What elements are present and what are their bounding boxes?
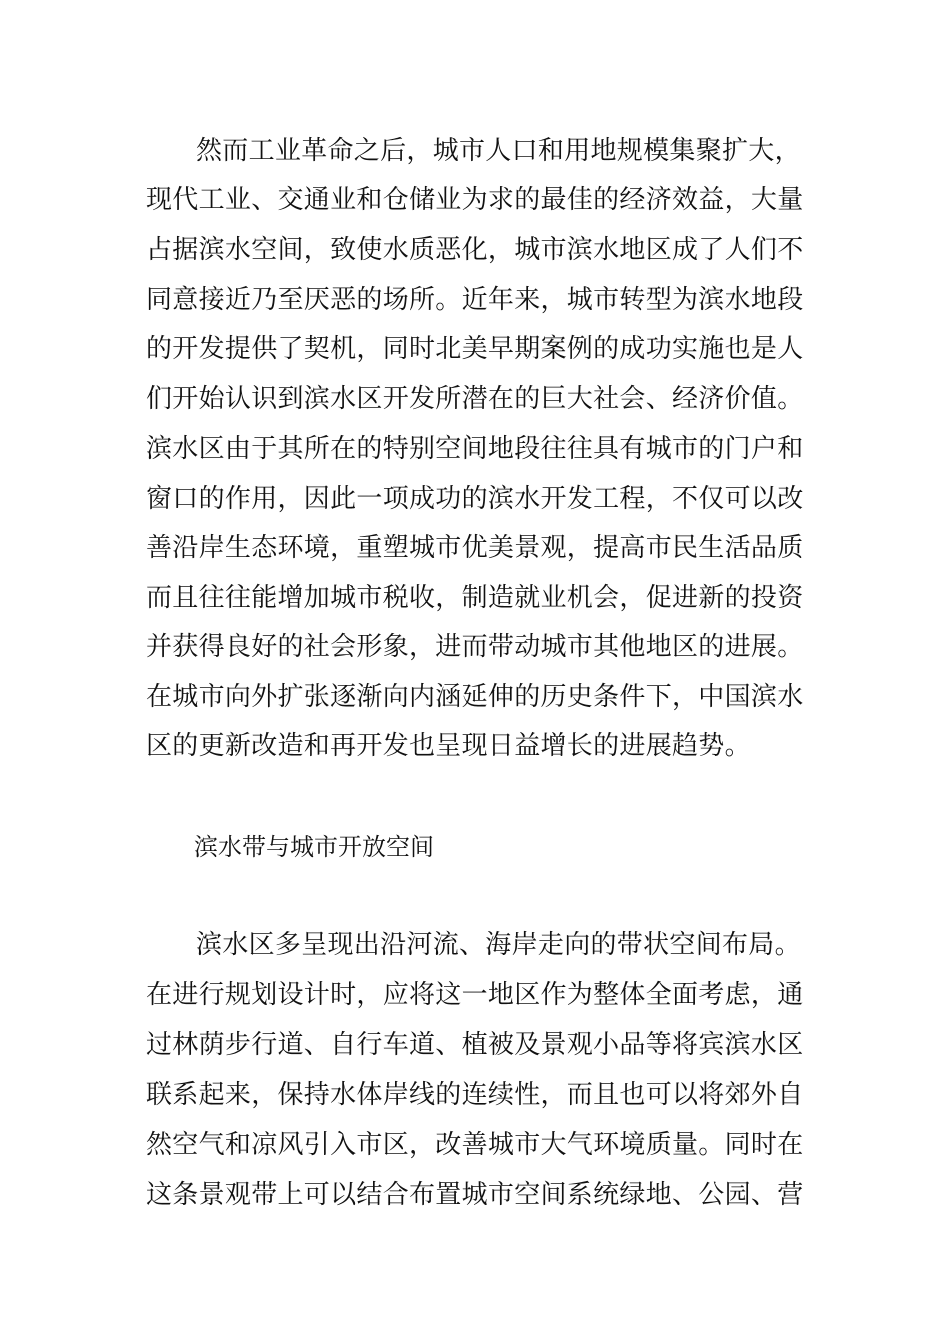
paragraph-1-line-10: 而且往往能增加城市税收，制造就业机会，促进新的投资: [146, 583, 804, 613]
paragraph-2-line-1: 滨水区多呈现出沿河流、海岸走向的带状空间布局。: [196, 930, 801, 960]
section-heading: 滨水带与城市开放空间: [194, 833, 434, 861]
paragraph-1-line-7: 滨水区由于其所在的特别空间地段往往具有城市的门户和: [146, 434, 804, 464]
paragraph-1-line-3: 占据滨水空间，致使水质恶化，城市滨水地区成了人们不: [146, 235, 804, 265]
paragraph-2-line-6: 这条景观带上可以结合布置城市空间系统绿地、公园、营: [146, 1180, 804, 1210]
paragraph-1-line-5: 的开发提供了契机，同时北美早期案例的成功实施也是人: [146, 334, 804, 364]
paragraph-1-line-4: 同意接近乃至厌恶的场所。近年来，城市转型为滨水地段: [146, 285, 804, 315]
paragraph-1-line-9: 善沿岸生态环境，重塑城市优美景观，提高市民生活品质: [146, 533, 804, 563]
paragraph-2-line-4: 联系起来，保持水体岸线的连续性，而且也可以将郊外自: [146, 1080, 804, 1110]
paragraph-2-line-5: 然空气和凉风引入市区，改善城市大气环境质量。同时在: [146, 1130, 804, 1160]
paragraph-1-line-1: 然而工业革命之后，城市人口和用地规模集聚扩大，: [196, 136, 801, 166]
paragraph-1-line-13: 区的更新改造和再开发也呈现日益增长的进展趋势。: [146, 731, 751, 761]
paragraph-1-line-12: 在城市向外扩张逐渐向内涵延伸的历史条件下，中国滨水: [146, 682, 804, 712]
paragraph-1-line-8: 窗口的作用，因此一项成功的滨水开发工程，不仅可以改: [146, 484, 804, 514]
paragraph-1-line-11: 并获得良好的社会形象，进而带动城市其他地区的进展。: [146, 632, 804, 662]
paragraph-2-line-3: 过林荫步行道、自行车道、植被及景观小品等将宾滨水区: [146, 1030, 804, 1060]
paragraph-1-line-6: 们开始认识到滨水区开发所潜在的巨大社会、经济价值。: [146, 384, 804, 414]
paragraph-2-line-2: 在进行规划设计时，应将这一地区作为整体全面考虑，通: [146, 980, 804, 1010]
paragraph-1-line-2: 现代工业、交通业和仓储业为求的最佳的经济效益，大量: [146, 185, 804, 215]
